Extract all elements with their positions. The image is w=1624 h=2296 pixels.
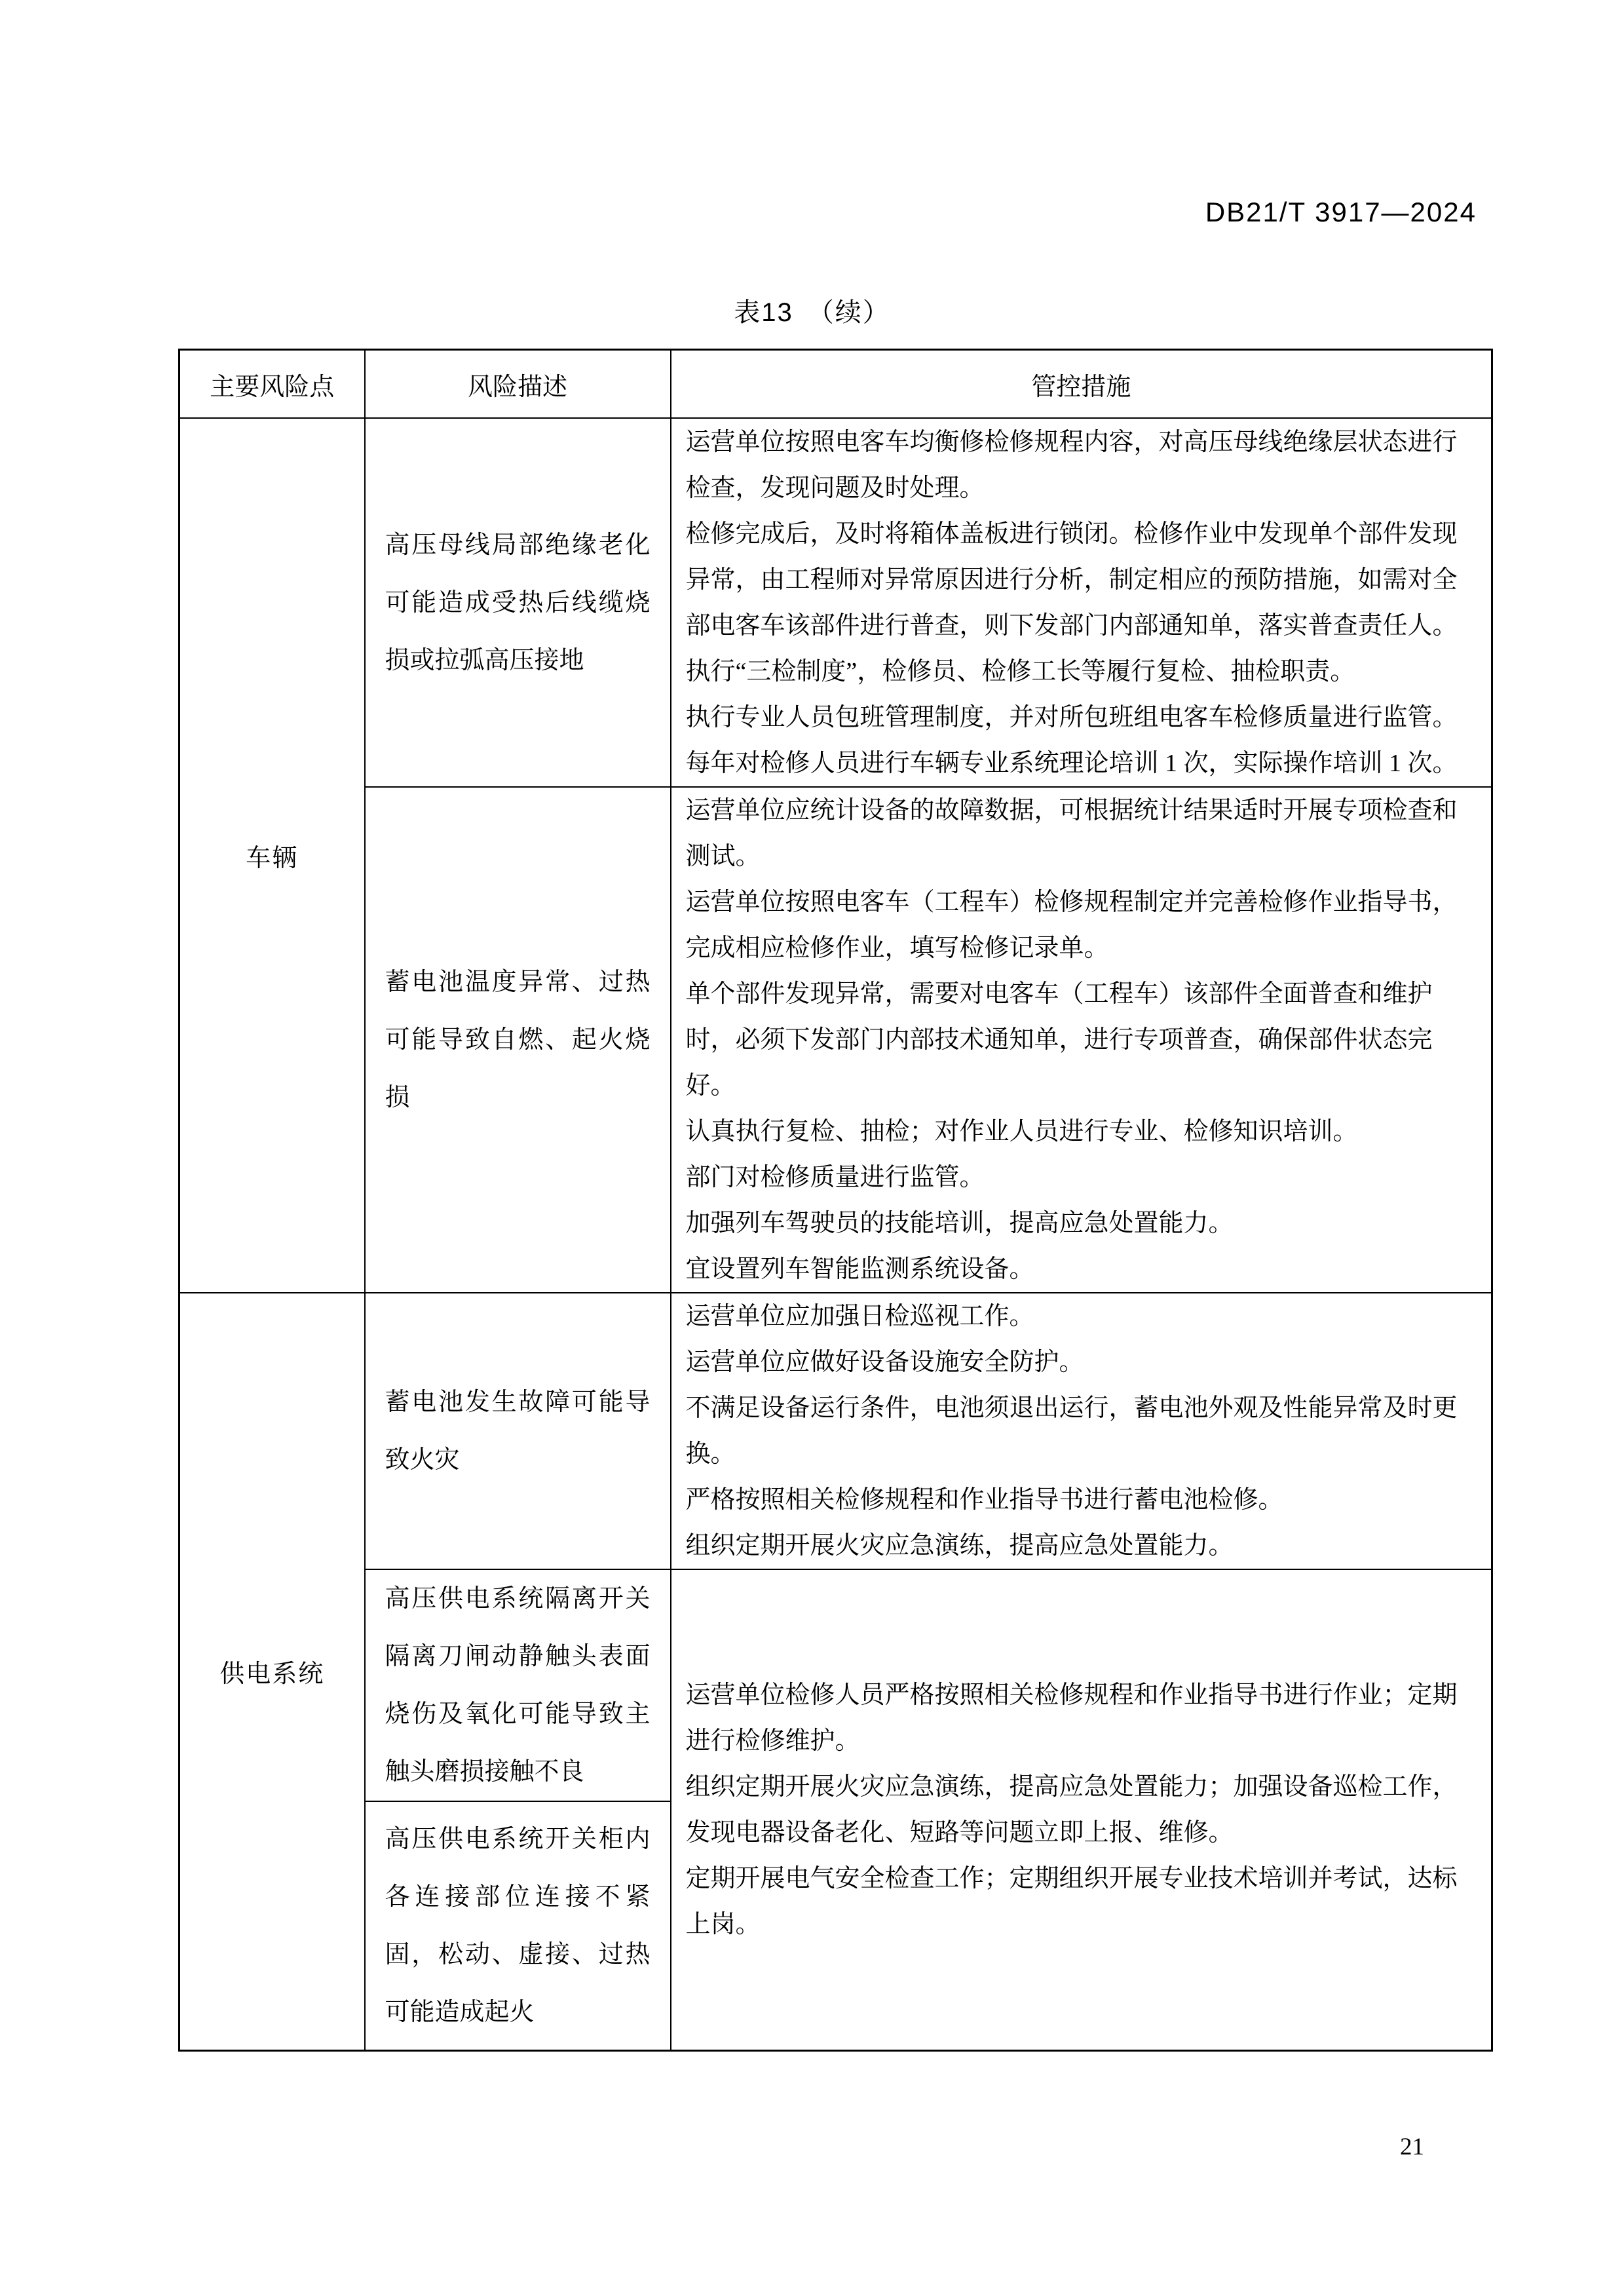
- measure-paragraph: 运营单位检修人员严格按照相关检修规程和作业指导书进行作业；定期进行检修维护。: [685, 1681, 1458, 1755]
- measure-paragraph: 检修完成后，及时将箱体盖板进行锁闭。检修作业中发现单个部件发现异常，由工程师对异常原因进行分析，制定相应的预防措施，如需对全部电客车该部件进行普查，则下发部门内部通知单，落实普查责任人。: [685, 520, 1458, 640]
- header-cell-risk-description: 风险描述: [365, 350, 671, 419]
- table-caption: 表13 （续）: [734, 298, 890, 327]
- measure-paragraph: 宜设置列车智能监测系统设备。: [685, 1255, 1034, 1283]
- document-code: DB21/T 3917—2024: [1205, 197, 1477, 227]
- table-row: [179, 787, 1492, 1293]
- measure-paragraph: 定期开展电气安全检查工作；定期组织开展专业技术培训并考试，达标上岗。: [685, 1864, 1458, 1938]
- page-number: 21: [1400, 2133, 1424, 2160]
- measure-paragraph: 严格按照相关检修规程和作业指导书进行蓄电池检修。: [685, 1486, 1283, 1514]
- risk-description-cell: 高压供电系统隔离开关隔离刀闸动静触头表面烧伤及氧化可能导致主触头磨损接触不良: [365, 1569, 671, 1801]
- measure-paragraph: 运营单位应统计设备的故障数据，可根据统计结果适时开展专项检查和测试。: [685, 797, 1458, 870]
- measure-paragraph: 运营单位按照电客车均衡修检修规程内容，对高压母线绝缘层状态进行检查，发现问题及时处理。: [685, 428, 1458, 502]
- measure-paragraph: 运营单位应加强日检巡视工作。: [685, 1303, 1034, 1330]
- control-measures-cell: [671, 787, 1492, 1293]
- risk-description-cell: 高压母线局部绝缘老化可能造成受热后线缆烧损或拉弧高压接地: [365, 418, 671, 787]
- header-cell-control-measures: 管控措施: [671, 350, 1492, 419]
- measure-paragraph: 部门对检修质量进行监管。: [685, 1164, 985, 1191]
- measure-paragraph: 组织定期开展火灾应急演练，提高应急处置能力；加强设备巡检工作，发现电器设备老化、短路等问题立即上报、维修。: [685, 1772, 1458, 1846]
- measure-paragraph: 加强列车驾驶员的技能培训，提高应急处置能力。: [685, 1210, 1234, 1237]
- risk-description-cell: 高压供电系统开关柜内各连接部位连接不紧固，松动、虚接、过热可能造成起火: [365, 1801, 671, 2050]
- measure-paragraph: 执行专业人员包班管理制度，并对所包班组电客车检修质量进行监管。: [685, 703, 1458, 731]
- table-header-row: [179, 350, 1492, 419]
- header-cell-risk-point: 主要风险点: [179, 350, 365, 419]
- control-measures-cell: [671, 1293, 1492, 1569]
- control-measures-cell: [671, 418, 1492, 787]
- measure-paragraph: 不满足设备运行条件，电池须退出运行，蓄电池外观及性能异常及时更换。: [685, 1394, 1458, 1468]
- measure-paragraph: 运营单位按照电客车（工程车）检修规程制定并完善检修作业指导书，完成相应检修作业，填写检修记录单。: [685, 889, 1458, 962]
- measure-paragraph: 认真执行复检、抽检；对作业人员进行专业、检修知识培训。: [685, 1118, 1358, 1145]
- measure-paragraph: 单个部件发现异常，需要对电客车（工程车）该部件全面普查和维护时，必须下发部门内部技术通知单，进行专项普查，确保部件状态完好。: [685, 980, 1433, 1100]
- risk-description-cell: 蓄电池发生故障可能导致火灾: [365, 1293, 671, 1569]
- risk-point-cell-vehicle: 车辆: [179, 418, 365, 1293]
- risk-description-cell: 蓄电池温度异常、过热可能导致自燃、起火烧损: [365, 787, 671, 1293]
- risk-point-cell-power-supply: 供电系统: [179, 1293, 365, 2050]
- table-row: [179, 1569, 1492, 1801]
- table-row: [179, 1293, 1492, 1569]
- risk-control-table: [178, 349, 1493, 2052]
- measure-paragraph: 执行“三检制度”，检修员、检修工长等履行复检、抽检职责。: [685, 657, 1355, 685]
- measure-paragraph: 运营单位应做好设备设施安全防护。: [685, 1349, 1084, 1376]
- table-row: [179, 418, 1492, 787]
- control-measures-cell: [671, 1569, 1492, 2050]
- measure-paragraph: 每年对检修人员进行车辆专业系统理论培训 1 次，实际操作培训 1 次。: [685, 749, 1458, 777]
- measure-paragraph: 组织定期开展火灾应急演练，提高应急处置能力。: [685, 1532, 1234, 1559]
